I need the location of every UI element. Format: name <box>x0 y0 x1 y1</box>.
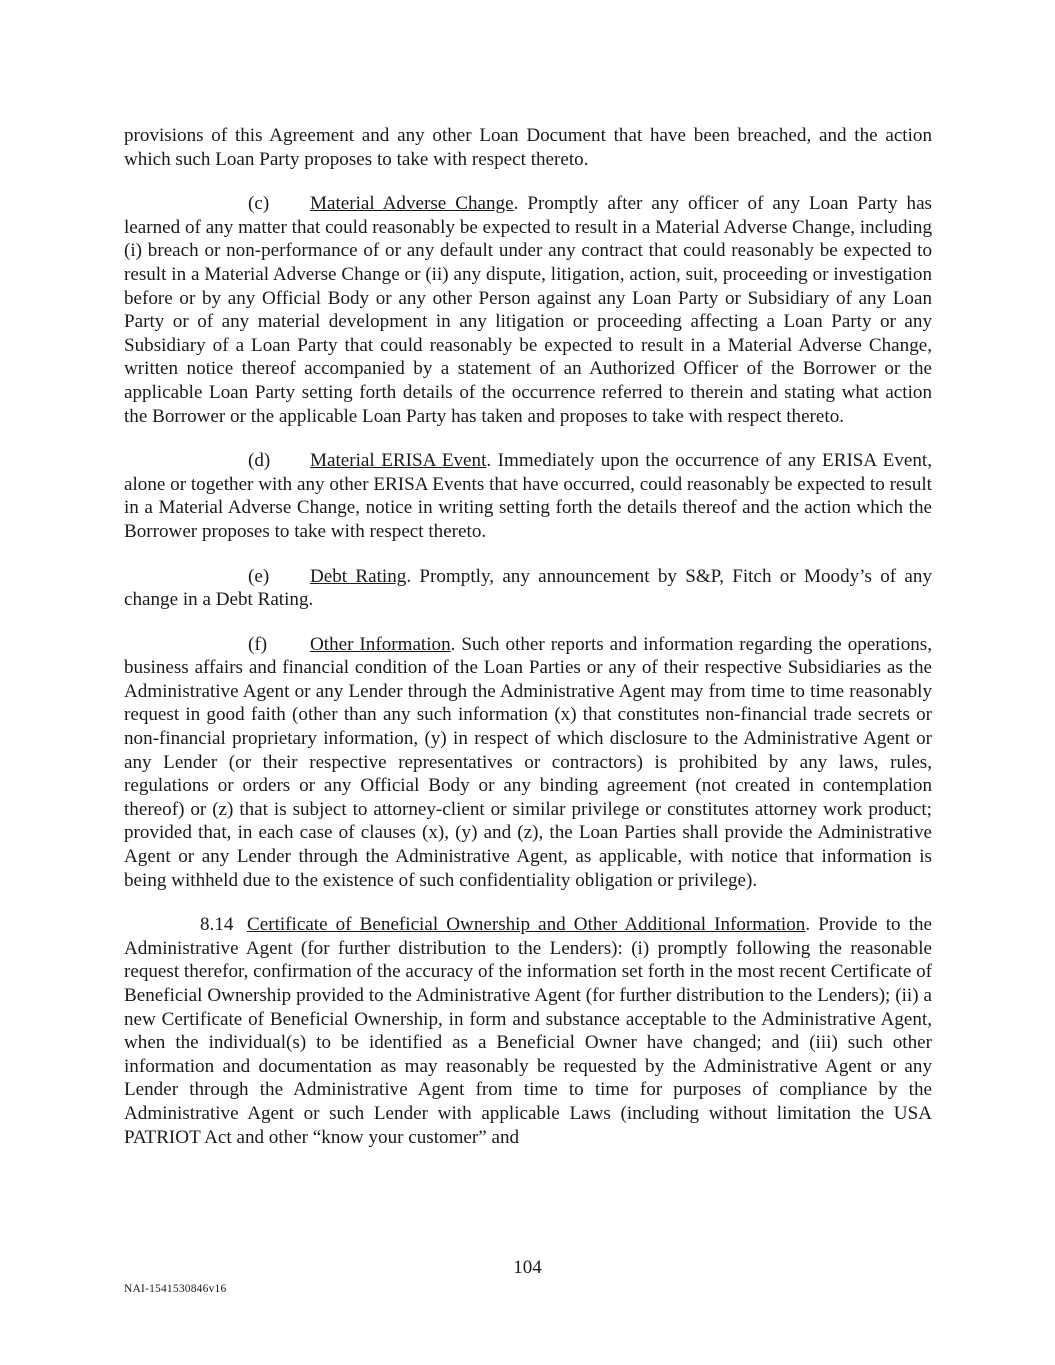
clause-marker: (c) <box>248 193 270 215</box>
clause-body: Promptly after any officer of any Loan Party has learned of any matter that could reasonably be expected to result in a Material Adverse Change, including (i) breach or non-performance of or any default under any contract that could reasonably be expected to result in a Material Adverse Change or (ii) any dispute, litigation, action, suit, proceeding or investigation before or by any Official Body or any other Person against any Loan Party or Subsidiary of any Loan Party or of any material development in any litigation or proceeding affecting a Loan Party or any Subsidiary of a Loan Party that could reasonably be expected to result in a Material Adverse Change, written notice thereof accompanied by a statement of an Authorized Officer of the Borrower or the applicable Loan Party setting forth details of the occurrence referred to therein and stating what action the Borrower or the applicable Loan Party has taken and proposes to take with respect thereto. <box>124 193 932 427</box>
clause-heading-punct: . <box>513 193 519 215</box>
clause-heading: Material Adverse Change <box>310 193 514 215</box>
section-heading: Certificate of Beneficial Ownership and Other Additional Information <box>247 914 806 936</box>
clause-heading-punct: . <box>406 565 412 587</box>
page-number: 104 <box>513 1257 542 1278</box>
page-body <box>124 124 932 1170</box>
section-heading-punct: . <box>805 914 811 936</box>
clause-body: Promptly, any announcement by S&P, Fitch or Moody’s of any change in a Debt Rating. <box>124 565 932 611</box>
clause-marker: (e) <box>248 565 270 587</box>
continuation-paragraph: provisions of this Agreement and any other Loan Document that have been breached, and the action which such Loan Party proposes to take with respect thereto. <box>124 125 932 170</box>
clause-f-paragraph <box>124 633 932 893</box>
clause-body: Such other reports and information regarding the operations, business affairs and financial condition of the Loan Parties or any of their respective Subsidiaries as the Administrative Agent or any Lender through the Administrative Agent may from time to time reasonably request in good faith (other than any such information (x) that constitutes non-financial trade secrets or non-financial proprietary information, (y) in respect of which disclosure to the Administrative Agent or any Lender (or their respective representatives or contractors) is prohibited by any laws, rules, regulations or orders or any Official Body or any binding agreement (not created in contemplation thereof) or (z) that is subject to attorney-client or similar privilege or constitutes attorney work product; provided that, in each case of clauses (x), (y) and (z), the Loan Parties shall provide the Administrative Agent or any Lender through the Administrative Agent, as applicable, with notice that information is being withheld due to the existence of such confidentiality obligation or privilege). <box>124 633 933 891</box>
clause-heading: Material ERISA Event <box>310 450 487 472</box>
clause-marker: (d) <box>248 450 271 472</box>
section-body: Provide to the Administrative Agent (for further distribution to the Lenders): (i) promptly following the reasonable request therefor, confirmation of the accuracy of the information set forth in the most recent Certificate of Beneficial Ownership provided to the Administrative Agent (for further distribution to the Lenders); (ii) a new Certificate of Beneficial Ownership, in form and substance acceptable to the Administrative Agent, when the individual(s) to be identified as a Beneficial Owner have changed; and (iii) such other information and documentation as may reasonably be requested by the Administrative Agent or any Lender through the Administrative Agent from time to time for purposes of compliance by the Administrative Agent or such Lender with applicable Laws (including without limitation the USA PATRIOT Act and other “know your customer” and <box>124 914 932 1148</box>
clause-marker: (f) <box>248 633 268 655</box>
clause-e-paragraph <box>124 565 932 612</box>
clause-heading: Other Information <box>310 633 451 655</box>
clause-heading: Debt Rating <box>310 565 407 587</box>
clause-c-paragraph <box>124 192 932 428</box>
section-number: 8.14 <box>200 914 234 936</box>
document-id: NAI-1541530846v16 <box>124 1283 227 1295</box>
clause-body: Immediately upon the occurrence of any ERISA Event, alone or together with any other ERISA Events that have occurred, could reasonably be expected to result in a Material Adverse Change, notice in writing setting forth the details thereof and the action which the Borrower proposes to take with respect thereto. <box>124 450 932 542</box>
clause-d-paragraph <box>124 449 932 543</box>
clause-heading-punct: . <box>450 633 456 655</box>
section-8-14-paragraph <box>124 913 932 1149</box>
clause-heading-punct: . <box>486 450 492 472</box>
